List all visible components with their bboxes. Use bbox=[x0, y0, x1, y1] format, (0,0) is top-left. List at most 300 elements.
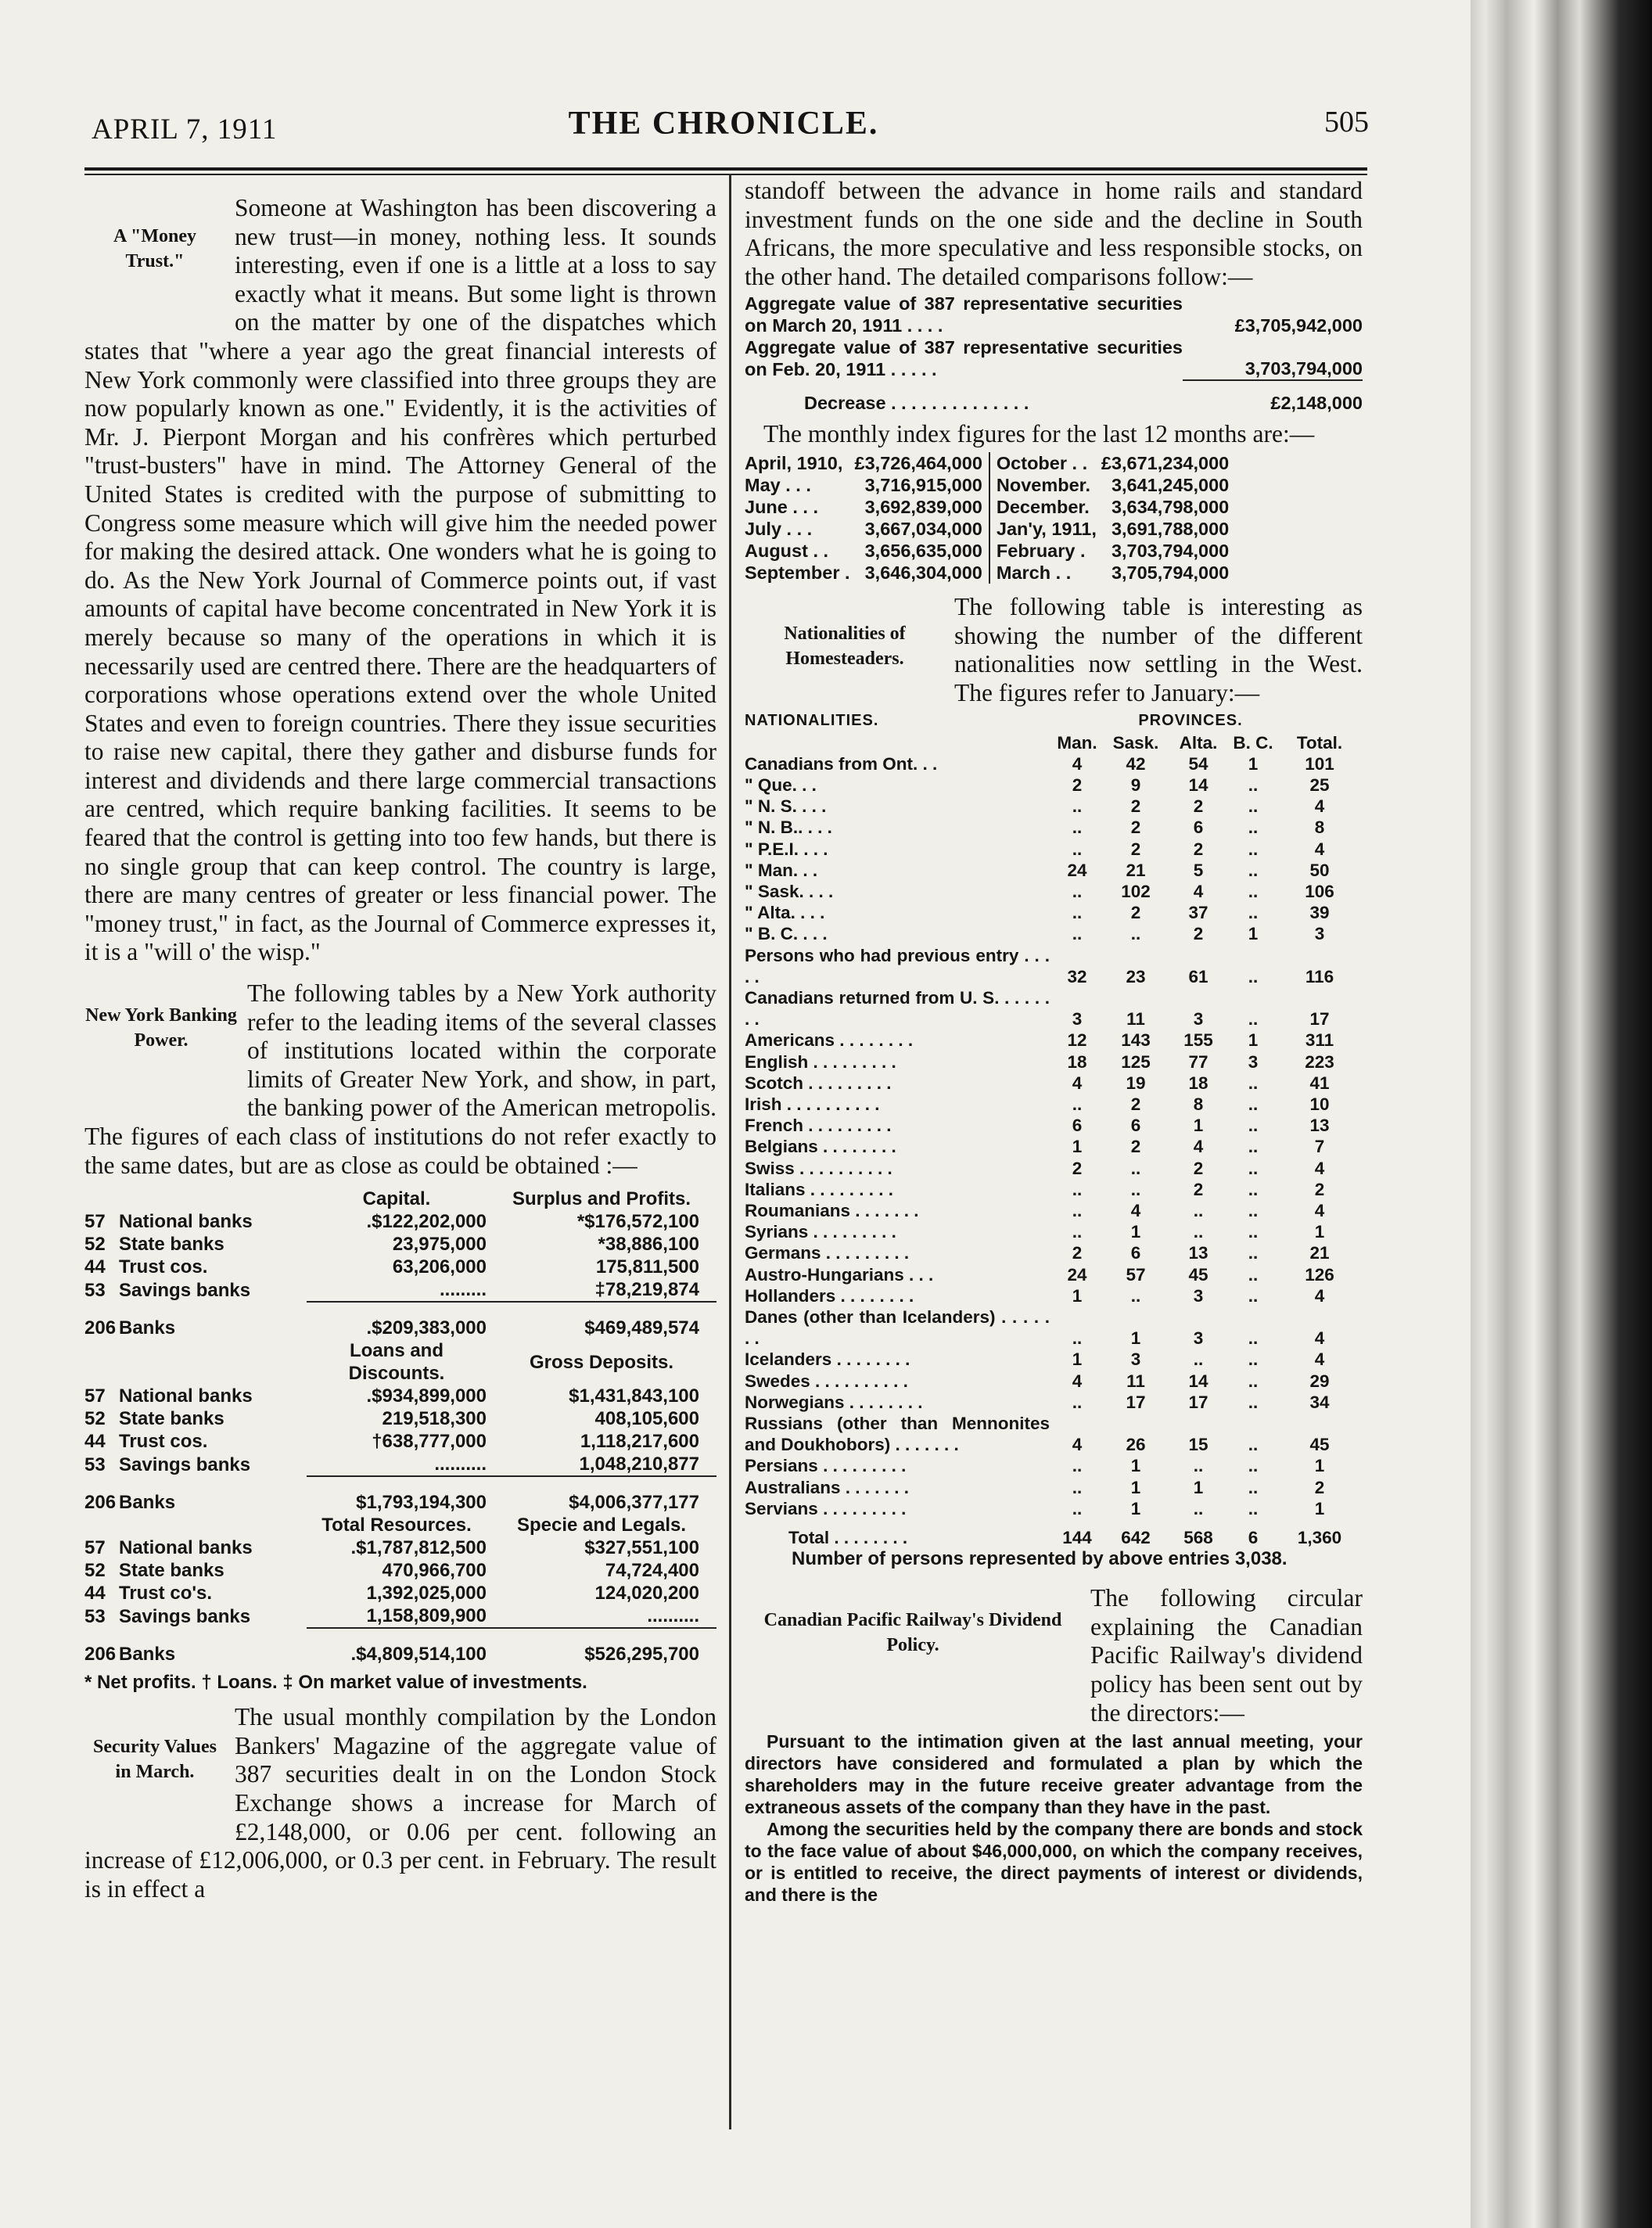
nationality-count: .. bbox=[1072, 1201, 1083, 1221]
bank-count: 44 bbox=[84, 1583, 106, 1605]
bank-count: 57 bbox=[84, 1211, 106, 1233]
nationality-count: 311 bbox=[1305, 1030, 1334, 1051]
bank-left-value: †638,777,000 bbox=[372, 1431, 487, 1453]
nationality-count: 34 bbox=[1309, 1392, 1330, 1412]
index-value: £3,726,464,000 bbox=[855, 452, 989, 474]
nationality-count: 6 bbox=[1130, 1116, 1141, 1136]
nationality-label: " Man. . . bbox=[745, 860, 818, 880]
bank-class: State banks bbox=[119, 1408, 224, 1430]
bank-right-heading: Specie and Legals. bbox=[516, 1515, 687, 1536]
aggregate-label: Aggregate value of 387 representative securities on Feb. 20, 1911 . . . . . bbox=[745, 337, 1183, 380]
issue-date: APRIL 7, 1911 bbox=[92, 113, 278, 146]
nationality-count: 21 bbox=[1309, 1243, 1330, 1263]
table-row bbox=[745, 1200, 1363, 1221]
nationality-count: .. bbox=[1248, 818, 1259, 838]
nationality-count: 4 bbox=[1314, 839, 1325, 859]
nationality-count: .. bbox=[1248, 1435, 1259, 1455]
bank-right-value: .......... bbox=[647, 1605, 699, 1627]
bank-left-total: $1,793,194,300 bbox=[307, 1476, 487, 1514]
nationality-count: 2 bbox=[1130, 1094, 1141, 1114]
nationality-label: Russians (other than Mennonites and Doukhobors) . . . . . . . bbox=[745, 1414, 1050, 1455]
total-count: 6 bbox=[1248, 1528, 1259, 1548]
table-row bbox=[745, 987, 1363, 1030]
nationality-count: 3 bbox=[1193, 1009, 1204, 1030]
bank-class: Trust cos. bbox=[119, 1431, 208, 1453]
banking-power-table bbox=[84, 1188, 716, 1666]
nationality-count: 6 bbox=[1193, 818, 1204, 838]
nationality-count: .. bbox=[1193, 1222, 1204, 1242]
bank-table-head bbox=[84, 1188, 716, 1210]
nationality-count: 1 bbox=[1130, 1328, 1141, 1349]
nationality-count: 54 bbox=[1188, 753, 1208, 774]
table-row bbox=[84, 1210, 716, 1233]
nationality-count: .. bbox=[1248, 1371, 1259, 1391]
nationality-label: Irish . . . . . . . . . . bbox=[745, 1094, 880, 1114]
nationality-label: Scotch . . . . . . . . . bbox=[745, 1073, 892, 1093]
nationality-count: 2 bbox=[1072, 1158, 1083, 1178]
nationality-count: 18 bbox=[1067, 1051, 1087, 1072]
nationality-count: 3 bbox=[1248, 1051, 1259, 1072]
nationality-label: " P.E.I. . . . bbox=[745, 839, 828, 859]
index-intro: The monthly index figures for the last 12 months are:— bbox=[763, 420, 1315, 448]
bank-class: Banks bbox=[119, 1643, 176, 1665]
nationality-count: .. bbox=[1130, 924, 1141, 944]
table-row bbox=[84, 1278, 716, 1302]
bank-right-total: $4,006,377,177 bbox=[487, 1476, 716, 1514]
nationality-count: 2 bbox=[1193, 924, 1204, 944]
province-column-header: Man. bbox=[1057, 732, 1097, 753]
nationality-count: 4 bbox=[1072, 1073, 1083, 1093]
nationality-count: 29 bbox=[1309, 1371, 1330, 1391]
security-values-article bbox=[84, 1703, 716, 1903]
nationality-count: 4 bbox=[1314, 796, 1325, 817]
index-month: March . . bbox=[996, 562, 1072, 583]
nationality-count: .. bbox=[1130, 1179, 1141, 1199]
masthead-title: THE CHRONICLE. bbox=[568, 106, 879, 142]
nationality-count: 3 bbox=[1193, 1328, 1204, 1349]
bank-right-heading: Gross Deposits. bbox=[529, 1351, 674, 1373]
index-row bbox=[745, 496, 1229, 518]
left-column bbox=[84, 194, 716, 1903]
index-month: February . bbox=[996, 540, 1086, 561]
nationality-count: 2 bbox=[1193, 796, 1204, 817]
bank-class: Savings banks bbox=[119, 1454, 251, 1475]
bank-class: National banks bbox=[119, 1211, 253, 1233]
table-row bbox=[745, 1306, 1363, 1349]
table-row bbox=[745, 1094, 1363, 1115]
nationality-count: 21 bbox=[1126, 860, 1146, 880]
nationality-count: 8 bbox=[1314, 818, 1325, 838]
bank-count: 52 bbox=[84, 1560, 106, 1582]
index-value: 3,634,798,000 bbox=[1111, 496, 1230, 517]
nationality-count: .. bbox=[1248, 1392, 1259, 1412]
money-trust-heading: A "Money Trust." bbox=[113, 226, 196, 271]
nationality-count: .. bbox=[1248, 1328, 1259, 1349]
nationality-count: 4 bbox=[1314, 1328, 1325, 1349]
nationality-label: Canadians returned from U. S. . . . . . . . bbox=[745, 987, 1050, 1030]
nationality-count: .. bbox=[1248, 1073, 1259, 1093]
nationality-count: 26 bbox=[1126, 1435, 1146, 1455]
nationality-count: 2 bbox=[1193, 1179, 1204, 1199]
decrease-row bbox=[745, 380, 1363, 414]
nationality-count: 4 bbox=[1314, 1349, 1325, 1370]
nationality-count: .. bbox=[1248, 1498, 1259, 1518]
nationality-count: 106 bbox=[1305, 881, 1334, 901]
banking-footnote: * Net profits. † Loans. ‡ On market value of investments. bbox=[84, 1672, 587, 1694]
nationality-count: .. bbox=[1248, 1158, 1259, 1178]
bank-class: Savings banks bbox=[119, 1605, 251, 1627]
index-value: 3,692,839,000 bbox=[855, 496, 989, 518]
nationality-label: Belgians . . . . . . . . bbox=[745, 1137, 896, 1157]
ny-banking-article bbox=[84, 979, 716, 1180]
total-count: 144 bbox=[1062, 1528, 1092, 1548]
nationality-count: 3 bbox=[1072, 1009, 1083, 1030]
nationality-count: 11 bbox=[1126, 1009, 1145, 1030]
nationality-count: 2 bbox=[1072, 1243, 1083, 1263]
aggregate-value: £3,705,942,000 bbox=[1234, 315, 1363, 336]
bank-count: 206 bbox=[84, 1491, 117, 1513]
total-count: 568 bbox=[1183, 1528, 1213, 1548]
nationality-label: Hollanders . . . . . . . . bbox=[745, 1285, 914, 1306]
nationality-label: " Que. . . bbox=[745, 774, 817, 795]
bank-total-row bbox=[84, 1476, 716, 1514]
nationality-label: Austro-Hungarians . . . bbox=[745, 1264, 934, 1285]
index-value: £3,671,234,000 bbox=[1101, 452, 1230, 473]
bank-left-value: .$934,899,000 bbox=[366, 1385, 487, 1407]
index-value: 3,656,635,000 bbox=[855, 540, 989, 562]
table-row bbox=[745, 923, 1363, 944]
table-row bbox=[84, 1453, 716, 1476]
nationality-count: 4 bbox=[1130, 1201, 1141, 1221]
nationality-count: .. bbox=[1248, 966, 1259, 986]
decrease-label: Decrease . . . . . . . . . . . . . . bbox=[804, 392, 1029, 413]
nationality-count: .. bbox=[1248, 1137, 1259, 1157]
table-row bbox=[745, 881, 1363, 902]
table-row bbox=[745, 1455, 1363, 1476]
nationality-count: .. bbox=[1072, 1456, 1083, 1476]
bank-left-value: 219,518,300 bbox=[382, 1408, 487, 1430]
nationality-count: 24 bbox=[1067, 860, 1087, 880]
bank-left-heading: Total Resources. bbox=[321, 1515, 472, 1536]
nationality-count: 11 bbox=[1126, 1371, 1145, 1391]
page-number: 505 bbox=[1324, 106, 1369, 138]
bank-right-value: 1,118,217,600 bbox=[580, 1431, 699, 1453]
nationality-count: .. bbox=[1248, 1116, 1259, 1136]
nationality-count: .. bbox=[1130, 1285, 1141, 1306]
nationality-count: 9 bbox=[1130, 774, 1141, 795]
bank-left-value: 63,206,000 bbox=[392, 1256, 487, 1278]
nationality-count: 2 bbox=[1193, 839, 1204, 859]
nationality-label: Swiss . . . . . . . . . . bbox=[745, 1158, 892, 1178]
nationality-count: .. bbox=[1193, 1456, 1204, 1476]
nationality-count: .. bbox=[1248, 1179, 1259, 1199]
decrease-value: £2,148,000 bbox=[1270, 393, 1363, 414]
nationality-count: 3 bbox=[1130, 1349, 1141, 1370]
bank-class: Trust co's. bbox=[119, 1583, 213, 1605]
bank-right-value: 408,105,600 bbox=[594, 1408, 699, 1430]
bank-class: National banks bbox=[119, 1537, 253, 1559]
nationality-label: Norwegians . . . . . . . . bbox=[745, 1392, 923, 1412]
nationality-count: 1 bbox=[1193, 1116, 1204, 1136]
header-rule-thin bbox=[84, 174, 1367, 175]
bank-left-total: .$209,383,000 bbox=[307, 1302, 487, 1339]
nationality-count: 4 bbox=[1193, 881, 1204, 901]
bank-right-value: 124,020,200 bbox=[594, 1583, 699, 1605]
nationality-count: 2 bbox=[1130, 839, 1141, 859]
aggregate-value: 3,703,794,000 bbox=[1183, 336, 1363, 380]
nationality-count: .. bbox=[1248, 839, 1259, 859]
nationality-count: 1 bbox=[1248, 753, 1259, 774]
table-row bbox=[745, 1051, 1363, 1073]
nationality-label: " B. C. . . . bbox=[745, 924, 828, 944]
nationality-label: Persians . . . . . . . . . bbox=[745, 1456, 907, 1476]
security-values-text: The usual monthly compilation by the London Bankers' Magazine of the aggregate value of 387 securities dealt in on the London Stock Exchange shows a increase for March of £2,148,000, or 0.06 per cent. following an increase of £12,006,000, or 0.3 per cent. in February. The result is in effect a bbox=[84, 1703, 716, 1903]
index-month: December. bbox=[996, 496, 1090, 517]
page-header bbox=[82, 105, 1369, 152]
nationality-count: .. bbox=[1248, 881, 1259, 901]
nationality-count: .. bbox=[1072, 839, 1083, 859]
bank-right-value: $327,551,100 bbox=[584, 1537, 699, 1559]
column-divider bbox=[729, 174, 731, 2129]
aggregate-row bbox=[745, 293, 1363, 336]
index-value: 3,646,304,000 bbox=[855, 562, 989, 584]
table-row bbox=[745, 753, 1363, 774]
table-row bbox=[84, 1407, 716, 1430]
nationality-label: Canadians from Ont. . . bbox=[745, 753, 938, 774]
nationality-count: 1 bbox=[1130, 1498, 1141, 1518]
nationality-count: 2 bbox=[1130, 796, 1141, 817]
index-row bbox=[745, 518, 1229, 540]
bank-right-value: *$176,572,100 bbox=[576, 1211, 699, 1233]
bank-count: 52 bbox=[84, 1234, 106, 1256]
table-row bbox=[745, 1371, 1363, 1392]
nationality-count: .. bbox=[1072, 1094, 1083, 1114]
nationality-label: Americans . . . . . . . . bbox=[745, 1030, 914, 1051]
nationality-count: 17 bbox=[1126, 1392, 1146, 1412]
nationality-count: .. bbox=[1248, 774, 1259, 795]
nationality-count: 6 bbox=[1072, 1116, 1083, 1136]
nationality-count: 37 bbox=[1188, 903, 1208, 923]
table-row bbox=[745, 1349, 1363, 1370]
nationality-count: 1 bbox=[1072, 1285, 1083, 1306]
bank-left-value: .$122,202,000 bbox=[366, 1211, 487, 1233]
security-values-heading: Security Values in March. bbox=[92, 1737, 217, 1783]
nationality-count: 4 bbox=[1314, 1285, 1325, 1306]
bank-right-value: 74,724,400 bbox=[605, 1560, 699, 1582]
nationality-label: " Sask. . . . bbox=[745, 881, 834, 901]
money-trust-text: Someone at Washington has been discovering a new trust—in money, nothing less. It sounds interesting, even if one is a little at a loss to say exactly what it means. But some light is thrown on the matter by one of the dispatches which states that "where a year ago the great financial interests of New York commonly were classified into three groups they are now popularly known as one." Evidently, it is the activities of Mr. J. Pierpont Morgan and his confrères which perturbed "trust-busters" have in mind. The Attorney General of the United States is credited with the purpose of submitting to Congress some measure which will give him the needed power for making the desired attack. One wonders what he is going to do. As the New York Journal of Commerce points out, if vast amounts of capital have become concentrated in New York it is merely because so many of the operations in which it is necessarily used are centred there. There are the headquarters of corporations whose operations extend over the whole United States and even to foreign countries. There they issue securities to raise new capital, there they gather and disburse funds for interest and dividends and there large commercial transactions are centred, which require banking facilities. It seems to be feared that the control is getting into too few hands, but there is no single group that can keep control. The country is large, there are many centres of greater or less financial power. The "money trust," in fact, as the Journal of Commerce expresses it, it is a "will o' the wisp." bbox=[84, 194, 716, 966]
nationality-count: 45 bbox=[1188, 1264, 1208, 1285]
table-row bbox=[745, 1264, 1363, 1285]
bank-class: Savings banks bbox=[119, 1279, 251, 1301]
nationality-label: Italians . . . . . . . . . bbox=[745, 1179, 894, 1199]
table-row bbox=[745, 1285, 1363, 1306]
table-row bbox=[84, 1233, 716, 1256]
cpr-text: The following circular explaining the Canadian Pacific Railway's dividend policy has been sent out by the directors:— bbox=[1090, 1584, 1363, 1727]
nationality-count: 1 bbox=[1193, 1477, 1204, 1497]
nationality-count: 2 bbox=[1072, 774, 1083, 795]
bank-left-value: 23,975,000 bbox=[392, 1234, 487, 1256]
bank-right-value: ‡78,219,874 bbox=[594, 1279, 699, 1301]
nationality-count: 19 bbox=[1126, 1073, 1146, 1093]
nationality-count: 4 bbox=[1072, 753, 1083, 774]
index-row bbox=[745, 452, 1229, 474]
nationality-count: .. bbox=[1248, 1456, 1259, 1476]
index-month: Jan'y, 1911, bbox=[996, 518, 1097, 539]
bank-count: 206 bbox=[84, 1643, 117, 1665]
nationality-count: 102 bbox=[1121, 881, 1151, 901]
nationality-count: .. bbox=[1193, 1201, 1204, 1221]
table-row bbox=[84, 1385, 716, 1407]
province-column-header: Alta. bbox=[1179, 732, 1218, 753]
nationality-label: " Alta. . . . bbox=[745, 903, 825, 923]
bank-left-value: .......... bbox=[434, 1454, 487, 1475]
index-table bbox=[745, 452, 1229, 584]
index-value: 3,705,794,000 bbox=[1111, 562, 1230, 583]
table-row bbox=[745, 774, 1363, 796]
nationality-count: 4 bbox=[1072, 1435, 1083, 1455]
bank-left-total: .$4,809,514,100 bbox=[307, 1628, 487, 1666]
table-row bbox=[84, 1605, 716, 1628]
homesteaders-text: The following table is interesting as showing the number of the different nationalities now settling in the West. The figures refer to January:— bbox=[954, 592, 1363, 706]
provinces-header: PROVINCES. bbox=[1138, 712, 1243, 730]
nationality-count: 155 bbox=[1183, 1030, 1213, 1051]
bank-left-heading: Capital. bbox=[362, 1188, 431, 1210]
bank-class: State banks bbox=[119, 1234, 224, 1256]
bank-count: 53 bbox=[84, 1605, 106, 1627]
bank-right-value: $1,431,843,100 bbox=[569, 1385, 699, 1407]
nationality-label: Servians . . . . . . . . . bbox=[745, 1498, 907, 1518]
bank-count: 57 bbox=[84, 1385, 106, 1407]
bank-right-value: 1,048,210,877 bbox=[579, 1454, 699, 1475]
nationality-label: " N. B.. . . . bbox=[745, 818, 832, 838]
bank-total-row bbox=[84, 1302, 716, 1339]
nationality-count: .. bbox=[1248, 1243, 1259, 1263]
nationality-count: 223 bbox=[1305, 1051, 1334, 1072]
nationality-label: Swedes . . . . . . . . . . bbox=[745, 1371, 908, 1391]
table-row bbox=[745, 1221, 1363, 1242]
bank-left-value: 470,966,700 bbox=[382, 1560, 487, 1582]
persons-represented: Number of persons represented by above entries 3,038. bbox=[792, 1548, 1287, 1570]
nationality-label: " N. S. . . . bbox=[745, 796, 827, 817]
nationality-label: Danes (other than Icelanders) . . . . . . . bbox=[745, 1307, 1050, 1349]
nationality-count: 39 bbox=[1309, 903, 1330, 923]
aggregate-table bbox=[745, 293, 1363, 414]
homesteaders-table bbox=[745, 710, 1363, 1548]
bank-table-head bbox=[84, 1514, 716, 1536]
nationality-count: 12 bbox=[1067, 1030, 1087, 1051]
index-month: August . . bbox=[745, 540, 829, 561]
nationality-label: English . . . . . . . . . bbox=[745, 1051, 896, 1072]
nationality-count: 41 bbox=[1309, 1073, 1330, 1093]
bank-left-value: ......... bbox=[439, 1279, 487, 1301]
table-row bbox=[745, 817, 1363, 838]
bank-class: Banks bbox=[119, 1491, 176, 1513]
table-row bbox=[745, 1413, 1363, 1455]
nationality-count: .. bbox=[1072, 924, 1083, 944]
nationality-count: .. bbox=[1248, 860, 1259, 880]
nationality-count: 10 bbox=[1309, 1094, 1330, 1114]
nationality-count: 125 bbox=[1121, 1051, 1151, 1072]
money-trust-article bbox=[84, 194, 716, 967]
nationality-count: 4 bbox=[1314, 1201, 1325, 1221]
nationality-count: 8 bbox=[1193, 1094, 1204, 1114]
nationality-count: 3 bbox=[1314, 924, 1325, 944]
cpr-heading: Canadian Pacific Railway's Dividend Policy. bbox=[763, 1610, 1062, 1656]
nationality-label: Australians . . . . . . . bbox=[745, 1477, 910, 1497]
bank-count: 57 bbox=[84, 1537, 106, 1559]
nationality-count: 6 bbox=[1130, 1243, 1141, 1263]
nationality-count: 25 bbox=[1309, 774, 1330, 795]
nationality-count: .. bbox=[1193, 1498, 1204, 1518]
bank-right-heading: Surplus and Profits. bbox=[512, 1188, 691, 1210]
bank-count: 206 bbox=[84, 1317, 117, 1339]
index-value: 3,703,794,000 bbox=[1111, 540, 1230, 561]
table-row bbox=[745, 1392, 1363, 1413]
bank-total-row bbox=[84, 1628, 716, 1666]
nationality-count: 1 bbox=[1248, 1030, 1259, 1051]
nationality-count: 77 bbox=[1188, 1051, 1208, 1072]
nationality-label: Germans . . . . . . . . . bbox=[745, 1243, 910, 1263]
nationality-count: 14 bbox=[1188, 1371, 1208, 1391]
nationality-count: 24 bbox=[1067, 1264, 1087, 1285]
bank-count: 52 bbox=[84, 1408, 106, 1430]
index-month: April, 1910, bbox=[745, 452, 843, 473]
nationality-count: .. bbox=[1072, 903, 1083, 923]
index-row bbox=[745, 474, 1229, 496]
table-row bbox=[84, 1430, 716, 1453]
province-column-header: Total. bbox=[1296, 732, 1343, 753]
bank-class: State banks bbox=[119, 1560, 224, 1582]
table-row bbox=[84, 1256, 716, 1278]
table-row bbox=[745, 1158, 1363, 1179]
nationality-count: .. bbox=[1072, 1328, 1083, 1349]
bank-class: Banks bbox=[119, 1317, 176, 1339]
nationality-count: .. bbox=[1072, 796, 1083, 817]
bank-left-value: .$1,787,812,500 bbox=[350, 1537, 487, 1559]
table-row bbox=[745, 1115, 1363, 1136]
cpr-quote-2: Among the securities held by the company there are bonds and stock to the face value of about $46,000,000, on which the company receives, or is entitled to receive, the direct payments of interest or dividends, and there is the bbox=[745, 1819, 1363, 1906]
nationality-count: 4 bbox=[1193, 1137, 1204, 1157]
nationality-count: 2 bbox=[1193, 1158, 1204, 1178]
nationality-count: 57 bbox=[1126, 1264, 1146, 1285]
bank-right-total: $469,489,574 bbox=[487, 1302, 716, 1339]
nationality-count: 32 bbox=[1067, 966, 1087, 986]
bank-right-value: *38,886,100 bbox=[598, 1234, 699, 1256]
table-row bbox=[745, 1242, 1363, 1263]
nationality-count: 15 bbox=[1188, 1435, 1208, 1455]
nationality-count: .. bbox=[1248, 1222, 1259, 1242]
bank-table-head bbox=[84, 1339, 716, 1385]
header-rule bbox=[84, 167, 1367, 171]
bank-left-heading: Loans and Discounts. bbox=[348, 1340, 445, 1385]
bank-class: Trust cos. bbox=[119, 1256, 208, 1278]
nationality-count: 2 bbox=[1130, 1137, 1141, 1157]
homesteaders-heading: Nationalities of Homesteaders. bbox=[784, 623, 906, 669]
nationality-count: 1 bbox=[1314, 1498, 1325, 1518]
nationality-count: 4 bbox=[1072, 1371, 1083, 1391]
nationality-count: 2 bbox=[1130, 903, 1141, 923]
bank-count: 44 bbox=[84, 1256, 106, 1278]
index-row bbox=[745, 540, 1229, 562]
total-count: 642 bbox=[1121, 1528, 1151, 1548]
nationality-count: .. bbox=[1072, 818, 1083, 838]
nationality-count: 13 bbox=[1309, 1116, 1330, 1136]
nationality-count: 101 bbox=[1305, 753, 1334, 774]
nationality-count: .. bbox=[1072, 1498, 1083, 1518]
province-column-header: Sask. bbox=[1112, 732, 1159, 753]
table-row bbox=[745, 796, 1363, 817]
